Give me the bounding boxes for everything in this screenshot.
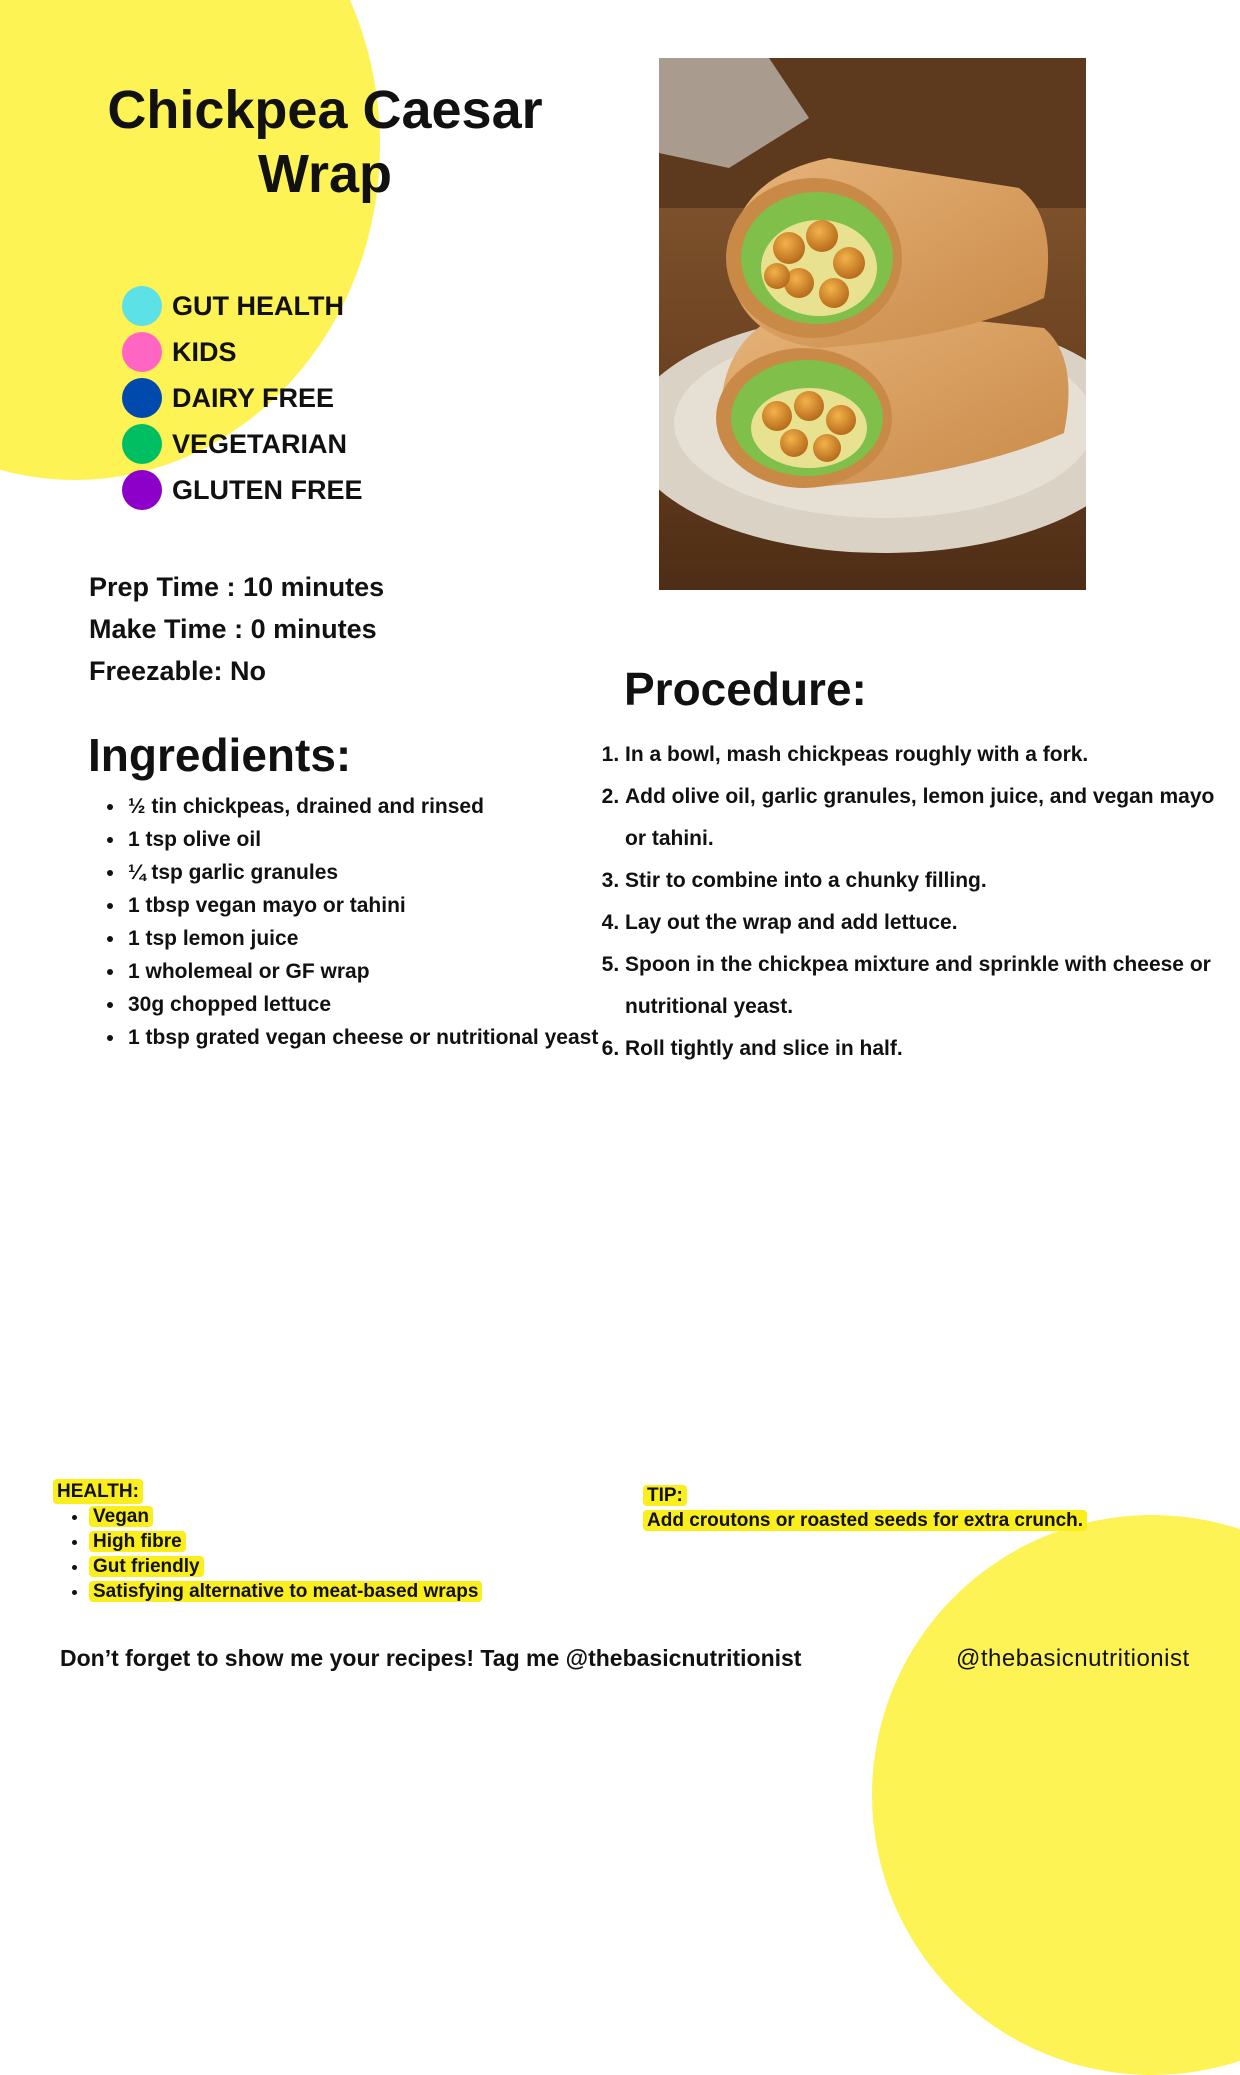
procedure-step: 3. Stir to combine into a chunky filling. bbox=[625, 860, 1225, 902]
tag-label: VEGETARIAN bbox=[172, 428, 348, 459]
recipe-photo bbox=[659, 58, 1086, 590]
freezable: Freezable: No bbox=[89, 656, 267, 686]
health-item-text: Vegan bbox=[89, 1506, 153, 1527]
health-item-text: Gut friendly bbox=[89, 1556, 204, 1577]
ingredients-heading: Ingredients: bbox=[88, 729, 352, 781]
procedure-step: 1. In a bowl, mash chickpeas roughly with a fork. bbox=[625, 734, 1225, 776]
tag-dot-icon bbox=[122, 286, 162, 326]
health-item bbox=[89, 1554, 482, 1579]
tag-dot-icon bbox=[122, 424, 162, 464]
ingredient-item: • 1 tsp olive oil bbox=[126, 823, 606, 856]
tag-label: GUT HEALTH bbox=[172, 290, 344, 321]
tag-gluten-free bbox=[122, 467, 363, 513]
tip-box bbox=[643, 1483, 1123, 1533]
procedure-step: 4. Lay out the wrap and add lettuce. bbox=[625, 902, 1225, 944]
recipe-title-line: Chickpea Caesar bbox=[107, 80, 543, 140]
tag-gut-health bbox=[122, 283, 363, 329]
procedure-step: 2. Add olive oil, garlic granules, lemon juice, and vegan mayo or tahini. bbox=[625, 776, 1225, 860]
tag-label: DAIRY FREE bbox=[172, 382, 335, 413]
ingredient-item: • ½ tin chickpeas, drained and rinsed bbox=[126, 790, 606, 823]
tip-text: Add croutons or roasted seeds for extra crunch. bbox=[643, 1510, 1087, 1531]
health-title: HEALTH: bbox=[53, 1479, 143, 1504]
health-list bbox=[53, 1504, 482, 1604]
tip-title: TIP: bbox=[643, 1485, 687, 1506]
procedure-heading: Procedure: bbox=[624, 663, 867, 715]
ingredient-item: • 1 wholemeal or GF wrap bbox=[126, 955, 606, 988]
health-item-text: Satisfying alternative to meat-based wraps bbox=[89, 1581, 482, 1602]
prep-time: Prep Time : 10 minutes bbox=[89, 572, 385, 602]
health-item-text: High fibre bbox=[89, 1531, 186, 1552]
recipe-title bbox=[95, 78, 555, 206]
ingredient-item: • 1 tbsp grated vegan cheese or nutritional yeast bbox=[126, 1021, 606, 1054]
make-time: Make Time : 0 minutes bbox=[89, 614, 377, 644]
recipe-title-line: Wrap bbox=[257, 144, 393, 204]
health-box bbox=[53, 1479, 482, 1604]
tag-dot-icon bbox=[122, 470, 162, 510]
tag-dairy-free bbox=[122, 375, 363, 421]
tag-label: KIDS bbox=[172, 336, 237, 367]
health-item bbox=[89, 1504, 482, 1529]
health-item bbox=[89, 1529, 482, 1554]
social-handle[interactable]: @thebasicnutritionist bbox=[956, 1645, 1190, 1672]
tag-dot-icon bbox=[122, 378, 162, 418]
ingredient-item: • ¼ tsp garlic granules bbox=[126, 856, 606, 889]
tag-dot-icon bbox=[122, 332, 162, 372]
wrap-illustration bbox=[659, 58, 1086, 590]
tag-kids bbox=[122, 329, 363, 375]
diet-tags bbox=[122, 283, 363, 513]
footer-message: Don’t forget to show me your recipes! Tag me @thebasicnutritionist bbox=[60, 1645, 802, 1671]
ingredient-item: • 1 tbsp vegan mayo or tahini bbox=[126, 889, 606, 922]
health-item bbox=[89, 1579, 482, 1604]
procedure-step: 5. Spoon in the chickpea mixture and sprinkle with cheese or nutritional yeast. bbox=[625, 944, 1225, 1028]
procedure-list bbox=[600, 734, 1225, 1070]
tag-vegetarian bbox=[122, 421, 363, 467]
ingredient-item: • 30g chopped lettuce bbox=[126, 988, 606, 1021]
tag-label: GLUTEN FREE bbox=[172, 474, 363, 505]
procedure-step: 6. Roll tightly and slice in half. bbox=[625, 1028, 1225, 1070]
recipe-meta bbox=[89, 566, 384, 692]
ingredients-list bbox=[97, 790, 606, 1054]
ingredient-item: • 1 tsp lemon juice bbox=[126, 922, 606, 955]
decorative-blob-bottom-right bbox=[872, 1515, 1240, 2075]
